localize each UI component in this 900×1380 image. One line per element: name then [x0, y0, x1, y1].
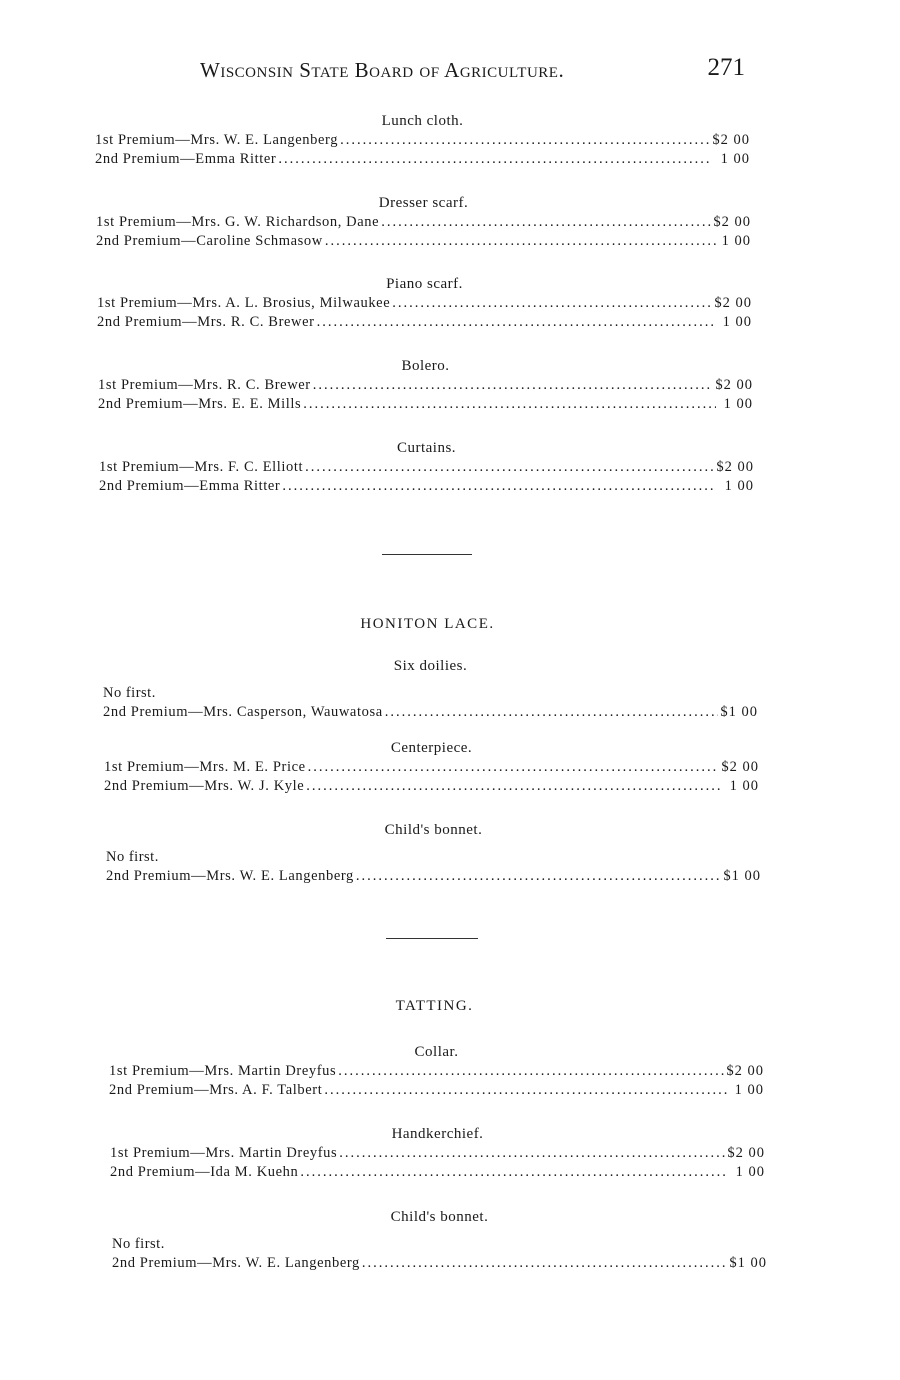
- award-amount: 1 00: [722, 314, 752, 330]
- award-entry: [95, 131, 750, 150]
- dot-leader: [308, 758, 720, 777]
- award-place: 2nd Premium—Mrs. W. J. Kyle: [104, 778, 305, 794]
- award-entry: [97, 294, 752, 313]
- award-amount: $2 00: [726, 1063, 764, 1079]
- category-heading: Piano scarf.: [386, 276, 463, 292]
- award-place: 1st Premium—Mrs. R. C. Brewer: [98, 377, 311, 393]
- award-amount: 1 00: [721, 233, 751, 249]
- running-title: Wisconsin State Board of Agriculture.: [200, 58, 565, 82]
- category-collar: [109, 1042, 764, 1100]
- dot-leader: [339, 1144, 725, 1163]
- no-first-note: No first.: [103, 685, 156, 701]
- award-entry: [96, 232, 751, 251]
- award-amount: $1 00: [723, 868, 761, 884]
- dot-leader: [300, 1163, 727, 1182]
- award-place: 2nd Premium—Mrs. A. F. Talbert: [109, 1082, 323, 1098]
- dot-leader: [362, 1254, 727, 1273]
- category-heading: Child's bonnet.: [384, 822, 483, 838]
- award-entry: [98, 376, 753, 395]
- dot-leader: [340, 131, 710, 150]
- dot-leader: [313, 376, 714, 395]
- award-entry: [99, 458, 754, 477]
- category-heading: Centerpiece.: [390, 740, 473, 756]
- award-place: 1st Premium—Mrs. G. W. Richardson, Dane: [96, 214, 380, 230]
- page-number: 271: [707, 54, 745, 81]
- dot-leader: [306, 777, 722, 796]
- award-amount: 1 00: [734, 1082, 764, 1098]
- award-place: 2nd Premium—Ida M. Kuehn: [110, 1164, 299, 1180]
- category-piano-scarf: [97, 274, 752, 332]
- award-amount: $2 00: [721, 759, 759, 775]
- award-amount: 1 00: [724, 478, 754, 494]
- category-heading: Handkerchief.: [391, 1126, 484, 1142]
- dot-leader: [381, 213, 711, 232]
- category-dresser-scarf: [96, 193, 751, 251]
- award-entry: [109, 1062, 764, 1081]
- section-divider: [386, 938, 478, 939]
- category-heading: Collar.: [414, 1044, 459, 1060]
- category-childs-bonnet: [106, 820, 761, 886]
- dot-leader: [305, 458, 714, 477]
- dot-leader: [278, 150, 711, 169]
- award-place: 2nd Premium—Mrs. E. E. Mills: [98, 396, 302, 412]
- category-heading: Lunch cloth.: [381, 113, 464, 129]
- dot-leader: [385, 703, 719, 722]
- award-entry: [95, 150, 750, 169]
- award-amount: $2 00: [714, 295, 752, 311]
- dot-leader: [324, 1081, 728, 1100]
- award-amount: 1 00: [723, 396, 753, 412]
- running-head: [200, 56, 745, 88]
- award-entry: [99, 477, 754, 496]
- award-entry: [109, 1081, 764, 1100]
- dot-leader: [338, 1062, 724, 1081]
- award-amount: $2 00: [727, 1145, 765, 1161]
- award-amount: $2 00: [716, 459, 754, 475]
- category-heading: Dresser scarf.: [378, 195, 469, 211]
- award-place: 1st Premium—Mrs. F. C. Elliott: [99, 459, 304, 475]
- award-entry: [112, 1254, 767, 1273]
- section-title-honiton-lace: HONITON LACE.: [360, 616, 495, 632]
- award-place: 1st Premium—Mrs. M. E. Price: [104, 759, 306, 775]
- dot-leader: [303, 395, 716, 414]
- no-first-note: No first.: [106, 849, 159, 865]
- award-place: 1st Premium—Mrs. Martin Dreyfus: [109, 1063, 337, 1079]
- award-place: 2nd Premium—Emma Ritter: [95, 151, 277, 167]
- award-place: 2nd Premium—Caroline Schmasow: [96, 233, 323, 249]
- section-divider: [382, 554, 472, 555]
- category-heading: Bolero.: [401, 358, 450, 374]
- award-amount: $1 00: [720, 704, 758, 720]
- award-entry: [104, 758, 759, 777]
- award-amount: 1 00: [720, 151, 750, 167]
- category-six-doilies: [103, 656, 758, 722]
- award-entry: [96, 213, 751, 232]
- award-entry: [110, 1163, 765, 1182]
- section-title-tatting: TATTING.: [395, 998, 474, 1014]
- award-amount: 1 00: [735, 1164, 765, 1180]
- category-centerpiece: [104, 738, 759, 796]
- category-heading: Curtains.: [396, 440, 457, 456]
- award-entry: [104, 777, 759, 796]
- award-place: 2nd Premium—Mrs. W. E. Langenberg: [112, 1255, 360, 1271]
- dot-leader: [317, 313, 717, 332]
- award-place: 2nd Premium—Emma Ritter: [99, 478, 281, 494]
- category-lunch-cloth: [95, 111, 750, 169]
- award-place: 1st Premium—Mrs. W. E. Langenberg: [95, 132, 339, 148]
- dot-leader: [325, 232, 716, 251]
- award-entry: [110, 1144, 765, 1163]
- category-bolero: [98, 356, 753, 414]
- no-first-note: No first.: [112, 1236, 165, 1252]
- dot-leader: [392, 294, 712, 313]
- dot-leader: [356, 867, 721, 886]
- award-entry: [98, 395, 753, 414]
- award-place: 1st Premium—Mrs. Martin Dreyfus: [110, 1145, 338, 1161]
- award-place: 2nd Premium—Mrs. W. E. Langenberg: [106, 868, 354, 884]
- award-amount: $2 00: [715, 377, 753, 393]
- award-entry: [97, 313, 752, 332]
- dot-leader: [282, 477, 715, 496]
- award-entry: [103, 703, 758, 722]
- award-place: 2nd Premium—Mrs. R. C. Brewer: [97, 314, 315, 330]
- category-heading: Child's bonnet.: [390, 1209, 489, 1225]
- award-amount: $1 00: [729, 1255, 767, 1271]
- category-heading: Six doilies.: [393, 658, 468, 674]
- award-amount: 1 00: [729, 778, 759, 794]
- award-amount: $2 00: [712, 132, 750, 148]
- award-amount: $2 00: [713, 214, 751, 230]
- category-tatting-childs-bonnet: [112, 1207, 767, 1273]
- category-handkerchief: [110, 1124, 765, 1182]
- award-place: 1st Premium—Mrs. A. L. Brosius, Milwaukee: [97, 295, 391, 311]
- award-entry: [106, 867, 761, 886]
- category-curtains: [99, 438, 754, 496]
- award-place: 2nd Premium—Mrs. Casperson, Wauwatosa: [103, 704, 383, 720]
